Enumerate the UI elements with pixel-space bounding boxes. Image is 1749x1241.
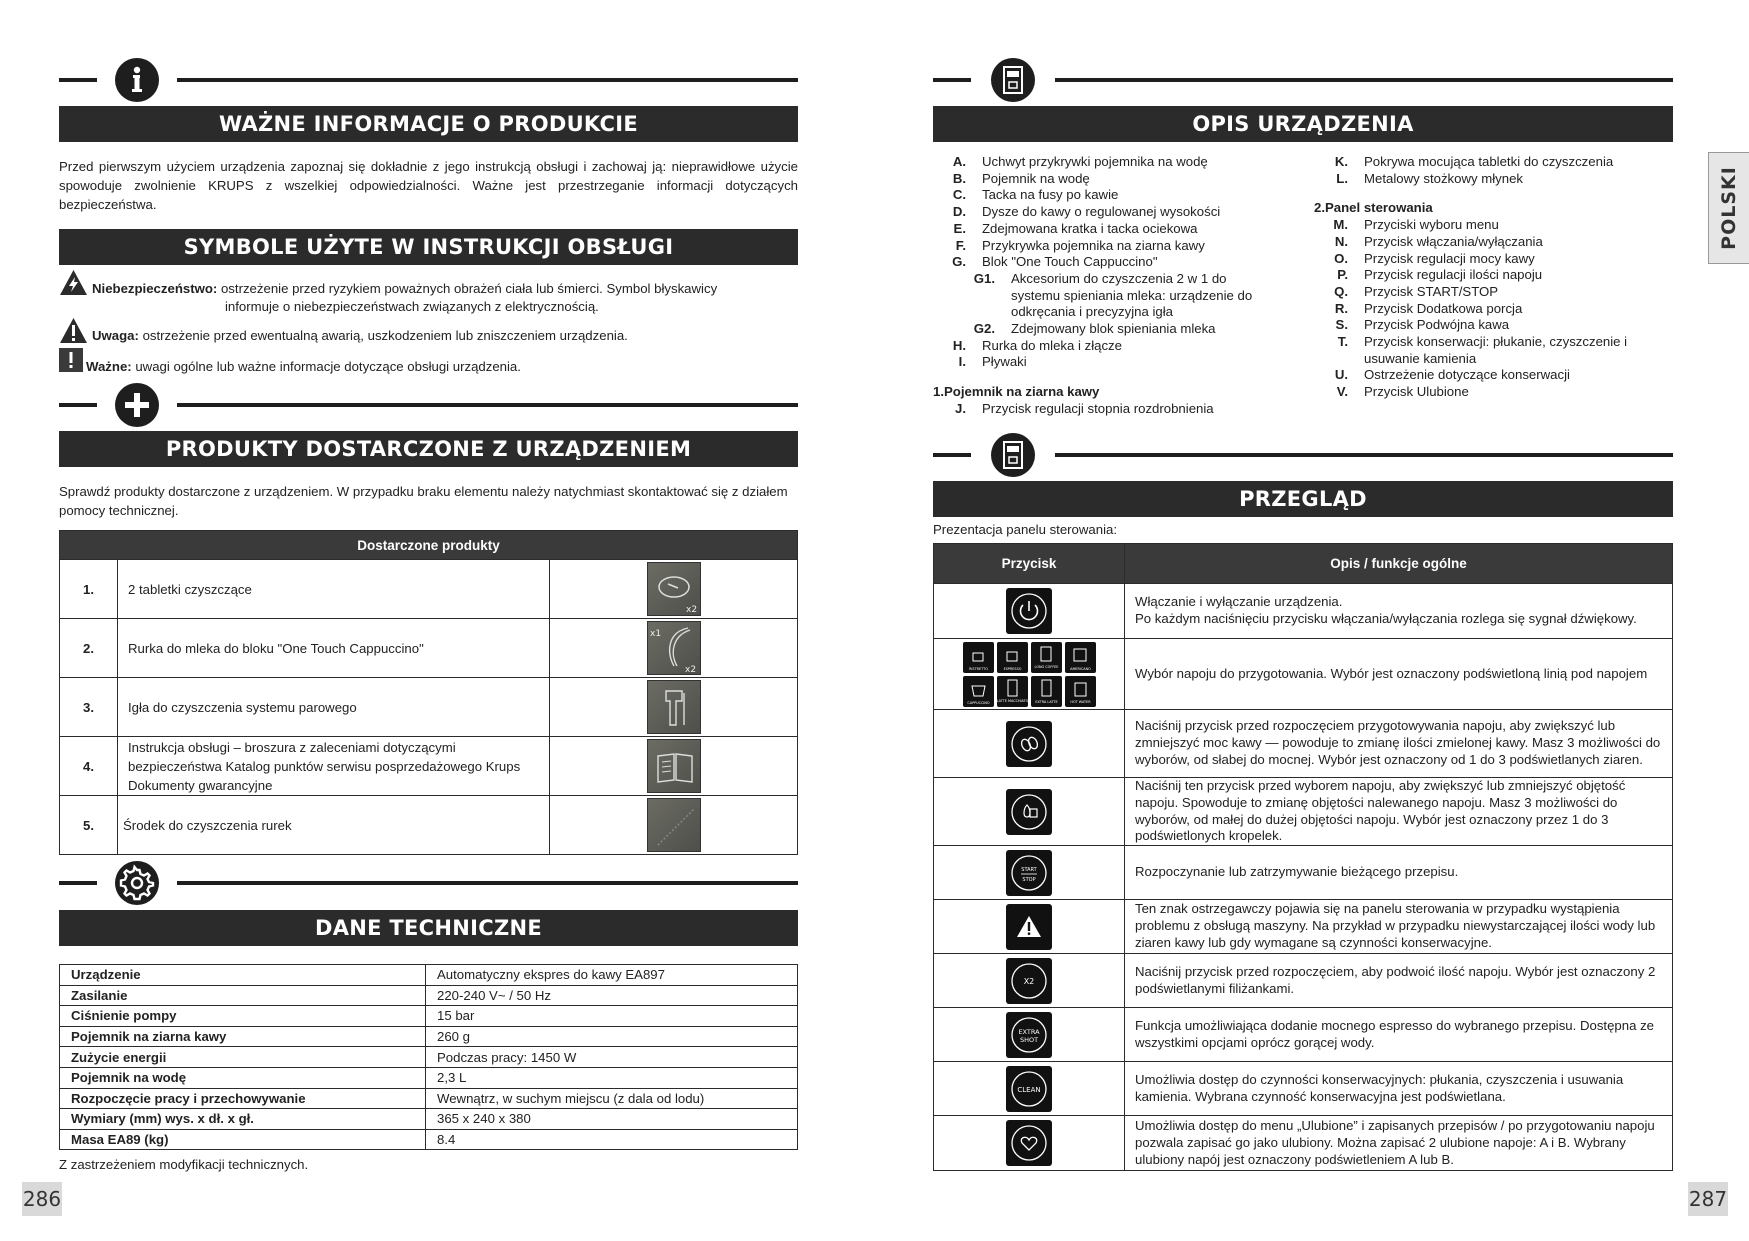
- list-item: L. Metalowy stożkowy młynek: [1336, 170, 1524, 186]
- list-item: Q. Przycisk START/STOP: [1334, 283, 1499, 299]
- language-tab: POLSKI: [1708, 152, 1749, 264]
- clean-icon: [1006, 1066, 1052, 1112]
- gear-icon: [115, 861, 159, 905]
- svg-text:LATTE MACCHIATO: LATTE MACCHIATO: [996, 698, 1028, 703]
- tech-footnote: Z zastrzeżeniem modyfikacji technicznych.: [59, 1157, 309, 1172]
- danger-text-2: informuje o niebezpieczeństwach związanych z elektrycznością.: [225, 299, 599, 314]
- svg-text:START: START: [1021, 866, 1037, 873]
- cappuccino-icon: [963, 676, 994, 707]
- row-desc-line: Rozpoczynanie lub zatrzymywanie bieżącego przepisu.: [1125, 846, 1673, 900]
- double-coffee-icon: [1006, 958, 1052, 1004]
- parts-list-col1: [933, 154, 1313, 418]
- section-title-tech: DANE TECHNICZNE: [59, 910, 798, 946]
- svg-text:LONG COFFEE: LONG COFFEE: [1034, 664, 1058, 669]
- row-number: 4.: [60, 737, 118, 796]
- important-label: Ważne:: [86, 359, 132, 374]
- table-row: [60, 965, 798, 986]
- table-row: [60, 678, 798, 737]
- section-title-symbols: SYMBOLE UŻYTE W INSTRUKCJI OBSŁUGI: [59, 229, 798, 265]
- list-item: B. Pojemnik na wodę: [952, 170, 1090, 186]
- list-item: T. Przycisk konserwacji: płukanie, czyszczenie i usuwanie kamienia: [1337, 334, 1628, 366]
- spec-key: Wymiary (mm) wys. x dł. x gł.: [60, 1109, 426, 1130]
- tube-cleaner-icon: [647, 798, 701, 852]
- list-item: G. Blok "One Touch Cappuccino": [952, 254, 1158, 270]
- control-panel-heading: 2.Panel sterowania: [1314, 200, 1433, 216]
- products-paragraph: Sprawdź produkty dostarczone z urządzeniem. W przypadku braku elementu należy natychmiast skontaktować się z działem pomocy technicznej.: [59, 484, 788, 518]
- section-title-products: PRODUKTY DOSTARCZONE Z URZĄDZENIEM: [59, 431, 798, 467]
- spec-value: 15 bar: [426, 1006, 798, 1027]
- americano-icon: [1065, 642, 1096, 673]
- svg-text:RISTRETTO: RISTRETTO: [968, 666, 988, 671]
- table-row: [60, 985, 798, 1006]
- row-description: Środek do czyszczenia rurek: [118, 796, 550, 855]
- spec-key: Zużycie energii: [60, 1047, 426, 1068]
- svg-text:ESPRESSO: ESPRESSO: [1003, 666, 1021, 671]
- row-number: 5.: [60, 796, 118, 855]
- row-desc-line: Funkcja umożliwiająca dodanie mocnego espresso do wybranego przepisu. Dostępna ze wszystkimi opcjami oprócz gorącej wody.: [1125, 1008, 1673, 1062]
- spec-value: 365 x 240 x 380: [426, 1109, 798, 1130]
- row-desc-line: Ten znak ostrzegawczy pojawia się na panelu sterowania w przypadku wystąpienia problemu z obsługą maszyny. Na przykład w przypadku niewystarczającej ilości wody lub ziaren kawy lub gdy wymagane są czynności konserwacyjne.: [1125, 900, 1673, 954]
- tube-count-b-label: x2: [684, 665, 696, 675]
- danger-text-1: ostrzeżenie przed ryzykiem poważnych obrażeń ciała lub śmierci. Symbol błyskawicy: [217, 281, 718, 296]
- tube-count-a-label: x1: [649, 629, 661, 639]
- products-table: [59, 530, 798, 855]
- table-row: [934, 778, 1673, 846]
- spec-value: 220-240 V~ / 50 Hz: [426, 985, 798, 1006]
- row-desc-line: Naciśnij przycisk przed rozpoczęciem przygotowywania napoju, aby zwiększyć lub zmniejszyć moc kawy — powoduje to zmianę ilości zmielonej kawy. Masz 3 możliwości do wyborów, od słabej do mocnej. Wybór jest oznaczony od 1 do 3 podświetlanych ziaren.: [1125, 710, 1673, 778]
- spec-key: Pojemnik na ziarna kawy: [60, 1026, 426, 1047]
- list-item: A. Uchwyt przykrywki pojemnika na wodę: [952, 154, 1208, 169]
- row-description: 2 tabletki czyszczące: [118, 560, 550, 619]
- row-description: Igła do czyszczenia systemu parowego: [118, 678, 550, 737]
- spec-value: Podczas pracy: 1450 W: [426, 1047, 798, 1068]
- table-row: [934, 846, 1673, 900]
- table-row: [934, 639, 1673, 710]
- list-item: G2. Zdejmowany blok spieniania mleka: [973, 321, 1216, 337]
- symbol-warning-row: [59, 317, 798, 345]
- list-item: N. Przycisk włączania/wyłączania: [1334, 233, 1543, 249]
- page-number-left: 286: [22, 1182, 62, 1216]
- symbol-important-row: [59, 348, 798, 376]
- list-item: I. Pływaki: [958, 354, 1027, 370]
- table-row: [60, 1047, 798, 1068]
- parts-list-col2: [1315, 154, 1645, 401]
- list-item: K. Pokrywa mocująca tabletki do czyszczenia: [1334, 154, 1614, 169]
- row-desc-line: Wybór napoju do przygotowania. Wybór jest oznaczony podświetloną linią pod napojem: [1125, 639, 1673, 710]
- svg-text:SHOT: SHOT: [1019, 1035, 1039, 1044]
- table-row: [934, 710, 1673, 778]
- table-row: [60, 1026, 798, 1047]
- info-paragraph: Przed pierwszym użyciem urządzenia zapoznaj się dokładnie z jego instrukcją obsługi i zachowaj ją: nieprawidłowe użycie spowoduje zwolnienie KRUPS z wszelkiej odpowiedzialności. Ważne jest przestrzeganie informacji dotyczących bezpieczeństwa.: [59, 159, 798, 212]
- espresso-icon: [997, 642, 1028, 673]
- long-coffee-icon: [1031, 642, 1062, 673]
- column-header-desc: Opis / funkcje ogólne: [1125, 544, 1673, 584]
- danger-label: Niebezpieczeństwo:: [92, 281, 218, 296]
- row-desc-line: Umożliwia dostęp do menu „Ulubione” i zapisanych przepisów / po przygotowaniu napoju pozwala zapisać go jako ulubiony. Można zapisać 2 ulubione napoje: A i B. Wybrany ulubiony napój jest oznaczony podświetleniem A lub B.: [1125, 1116, 1673, 1171]
- exclamation-box-icon: [59, 348, 83, 377]
- overview-intro: Prezentacja panelu sterowania:: [933, 522, 1118, 537]
- table-row: [934, 954, 1673, 1008]
- spec-key: Rozpoczęcie pracy i przechowywanie: [60, 1088, 426, 1109]
- svg-text:CLEAN: CLEAN: [1017, 1085, 1041, 1094]
- list-item: R. Przycisk Dodatkowa porcja: [1334, 300, 1523, 316]
- table-row: [60, 1067, 798, 1088]
- column-header-button: Przycisk: [934, 544, 1125, 584]
- svg-text:EXTRA LATTE: EXTRA LATTE: [1034, 699, 1058, 704]
- row-desc-line: Po każdym naciśnięciu przycisku włączania/wyłączania rozlega się sygnał dźwiękowy.: [1135, 611, 1637, 626]
- row-desc-line: Naciśnij przycisk przed rozpoczęciem, aby podwoić ilość napoju. Wybór jest oznaczony 2 podświetlanymi filiżankami.: [1125, 954, 1673, 1008]
- latte-macchiato-icon: [997, 676, 1028, 707]
- products-table-header: Dostarczone produkty: [60, 531, 798, 560]
- section-divider-tech: [59, 861, 798, 905]
- cleaning-needle-icon: [647, 680, 701, 734]
- spec-key: Masa EA89 (kg): [60, 1129, 426, 1150]
- info-icon: [115, 58, 159, 102]
- overview-table: [933, 543, 1673, 1171]
- warning-text: ostrzeżenie przed ewentualną awarią, uszkodzeniem lub zniszczeniem urządzenia.: [138, 328, 628, 343]
- row-number: 2.: [60, 619, 118, 678]
- svg-text:X2: X2: [1023, 976, 1035, 986]
- favorite-heart-icon: [1006, 1120, 1052, 1166]
- list-item: P. Przycisk regulacji ilości napoju: [1337, 267, 1543, 283]
- warning-triangle-icon: [59, 317, 88, 349]
- machine-icon: [991, 433, 1035, 477]
- table-row: [934, 1062, 1673, 1116]
- section-title-overview: PRZEGLĄD: [933, 481, 1673, 517]
- table-row: [934, 900, 1673, 954]
- spec-key: Zasilanie: [60, 985, 426, 1006]
- row-number: 1.: [60, 560, 118, 619]
- table-row: [60, 1088, 798, 1109]
- spec-key: Urządzenie: [60, 965, 426, 986]
- table-row: [934, 584, 1673, 639]
- list-item: M. Przyciski wyboru menu: [1333, 217, 1499, 233]
- drink-selection-grid: [963, 642, 1096, 707]
- table-row: [60, 1129, 798, 1150]
- list-item: H. Rurka do mleka i złącze: [952, 337, 1122, 353]
- spec-value: Automatyczny ekspres do kawy EA897: [426, 965, 798, 986]
- bean-container-heading: 1.Pojemnik na ziarna kawy: [933, 384, 1100, 400]
- row-number: 3.: [60, 678, 118, 737]
- table-row: [60, 796, 798, 855]
- list-item: G1. Akcesorium do czyszczenia 2 w 1 do systemu spieniania mleka: urządzenie do odkręcania i precyzyjna igła: [973, 270, 1253, 320]
- maintenance-warning-icon: [1006, 904, 1052, 950]
- svg-text:AMERICANO: AMERICANO: [1069, 666, 1091, 671]
- row-description: Instrukcja obsługi – broszura z zaleceniami dotyczącymi bezpieczeństwa Katalog punktów serwisu posprzedażowego Krups Dokumenty gwarancyjne: [118, 737, 550, 796]
- page-number-right: 287: [1688, 1182, 1728, 1216]
- spec-value: 2,3 L: [426, 1067, 798, 1088]
- warning-label: Uwaga:: [92, 328, 139, 343]
- list-item: F. Przykrywka pojemnika na ziarna kawy: [955, 237, 1205, 253]
- table-row: [60, 619, 798, 678]
- list-item: C. Tacka na fusy po kawie: [952, 187, 1119, 203]
- table-row: [60, 560, 798, 619]
- start-stop-icon: [1006, 850, 1052, 896]
- ristretto-icon: [963, 642, 994, 673]
- svg-text:HOT WATER: HOT WATER: [1069, 699, 1091, 704]
- list-item: D. Dysze do kawy o regulowanej wysokości: [952, 204, 1221, 220]
- spec-key: Pojemnik na wodę: [60, 1067, 426, 1088]
- row-desc-line: Naciśnij ten przycisk przed wyborem napoju, aby zwiększyć lub zmniejszyć objętość napoju. Spowoduje to zmianę objętości nalewanego napoju. Masz 3 możliwości do wyborów, od małej do dużej objętości napoju. Wybór jest oznaczony przez 1 do 3 podświetlonych kropelek.: [1125, 778, 1673, 846]
- volume-drop-icon: [1006, 789, 1052, 835]
- table-row: [60, 737, 798, 796]
- spec-key: Ciśnienie pompy: [60, 1006, 426, 1027]
- table-row: [60, 1109, 798, 1130]
- manual-book-icon: [647, 739, 701, 793]
- spec-value: 8.4: [426, 1129, 798, 1150]
- extra-latte-icon: [1031, 676, 1062, 707]
- table-row: [934, 1116, 1673, 1171]
- list-item: O. Przycisk regulacji mocy kawy: [1334, 250, 1535, 266]
- row-desc-line: Włączanie i wyłączanie urządzenia.: [1135, 594, 1343, 610]
- tablet-count-label: x2: [685, 605, 697, 615]
- tech-table: [59, 964, 798, 1150]
- table-row: [60, 1006, 798, 1027]
- row-desc-line: Umożliwia dostęp do czynności konserwacyjnych: płukania, czyszczenia i usuwania kamienia. Wybrana czynność konserwacyjna jest podświetlana.: [1125, 1062, 1673, 1116]
- hot-water-icon: [1065, 676, 1096, 707]
- spec-value: Wewnątrz, w suchym miejscu (z dala od lodu): [426, 1088, 798, 1109]
- svg-text:CAPPUCCINO: CAPPUCCINO: [966, 700, 990, 705]
- plus-icon: [115, 383, 159, 427]
- svg-text:STOP: STOP: [1022, 876, 1036, 883]
- milk-tube-icon: [647, 621, 701, 675]
- lightning-warning-icon: [59, 269, 88, 301]
- extra-shot-icon: [1006, 1012, 1052, 1058]
- svg-text:EXTRA: EXTRA: [1018, 1027, 1040, 1036]
- power-icon: [1006, 588, 1052, 634]
- section-divider-overview: [933, 433, 1673, 477]
- section-title-desc: OPIS URZĄDZENIA: [933, 106, 1673, 142]
- list-item: J. Przycisk regulacji stopnia rozdrobnienia: [955, 400, 1214, 416]
- coffee-strength-icon: [1006, 721, 1052, 767]
- important-text: uwagi ogólne lub ważne informacje dotyczące obsługi urządzenia.: [131, 359, 521, 374]
- machine-icon: [991, 58, 1035, 102]
- list-item: S. Przycisk Podwójna kawa: [1335, 317, 1510, 333]
- section-divider-info: [59, 58, 798, 102]
- cleaning-tablet-icon: [647, 562, 701, 616]
- section-title-info: WAŻNE INFORMACJE O PRODUKCIE: [59, 106, 798, 142]
- table-row: [934, 1008, 1673, 1062]
- list-item: V. Przycisk Ulubione: [1336, 384, 1469, 400]
- list-item: U. Ostrzeżenie dotyczące konserwacji: [1334, 367, 1570, 383]
- section-divider-products: [59, 383, 798, 427]
- section-divider-desc: [933, 58, 1673, 102]
- list-item: E. Zdejmowana kratka i tacka ociekowa: [953, 220, 1198, 236]
- row-description: Rurka do mleka do bloku "One Touch Cappuccino": [118, 619, 550, 678]
- spec-value: 260 g: [426, 1026, 798, 1047]
- symbol-danger-row: [59, 267, 798, 316]
